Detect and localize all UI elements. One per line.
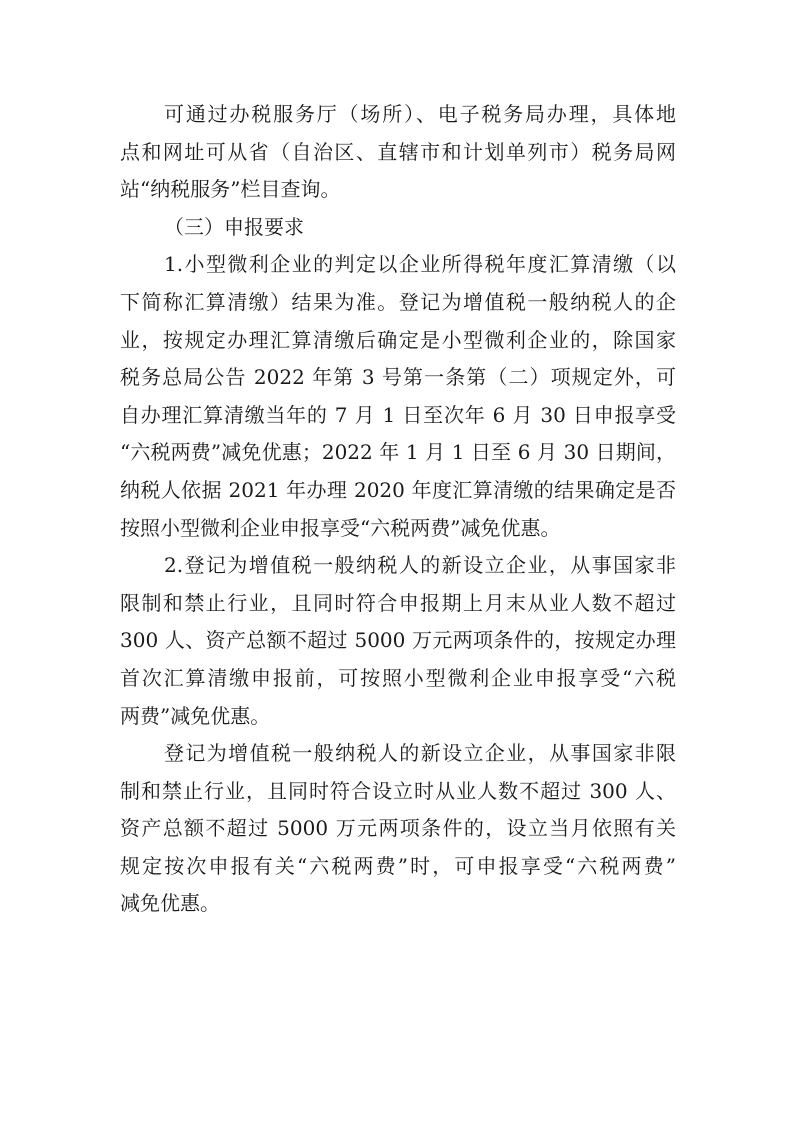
- text-line: 税务总局公告 2022 年第 3 号第一条第（二）项规定外，可: [120, 365, 676, 390]
- text-line: 可通过办税服务厅（场所）、电子税务局办理，具体地: [164, 102, 676, 126]
- text-line: 点和网址可从省（自治区、直辖市和计划单列市）税务局网: [120, 139, 676, 164]
- text-line: 制和禁止行业，且同时符合设立时从业人数不超过 300 人、: [120, 778, 676, 803]
- paragraph-item-2: [120, 547, 676, 735]
- text-line: 2.登记为增值税一般纳税人的新设立企业，从事国家非: [164, 553, 676, 578]
- text-line: 登记为增值税一般纳税人的新设立企业，从事国家非限: [164, 741, 676, 766]
- section-heading: [120, 209, 676, 247]
- text-line: 下简称汇算清缴）结果为准。登记为增值税一般纳税人的企: [120, 289, 676, 314]
- text-line: 两费”减免优惠。: [120, 703, 271, 728]
- text-line: 限制和禁止行业，且同时符合申报期上月末从业人数不超过: [120, 590, 676, 615]
- document-body: [120, 96, 676, 923]
- text-line: 业，按规定办理汇算清缴后确定是小型微利企业的，除国家: [120, 327, 676, 352]
- text-line: 按照小型微利企业申报享受“六税两费”减免优惠。: [120, 515, 561, 540]
- text-line: “六税两费”减免优惠；2022 年 1 月 1 日至 6 月 30 日期间，: [120, 440, 676, 465]
- paragraph-venue: [120, 96, 676, 209]
- text-line: 站“纳税服务”栏目查询。: [120, 177, 341, 202]
- text-line: 1.小型微利企业的判定以企业所得税年度汇算清缴（以: [164, 252, 676, 277]
- text-line: 减免优惠。: [120, 891, 220, 916]
- paragraph-item-1: [120, 246, 676, 547]
- text-line: 300 人、资产总额不超过 5000 万元两项条件的，按规定办理: [120, 628, 676, 653]
- text-line: 首次汇算清缴申报前，可按照小型微利企业申报享受“六税: [120, 665, 676, 690]
- paragraph-item-2-continued: [120, 735, 676, 923]
- text-line: 规定按次申报有关“六税两费”时，可申报享受“六税两费”: [120, 853, 676, 878]
- text-line: 纳税人依据 2021 年办理 2020 年度汇算清缴的结果确定是否: [120, 477, 676, 502]
- text-line: 资产总额不超过 5000 万元两项条件的，设立当月依照有关: [120, 816, 676, 841]
- section-heading-text: （三）申报要求: [164, 214, 304, 239]
- text-line: 自办理汇算清缴当年的 7 月 1 日至次年 6 月 30 日申报享受: [120, 402, 676, 427]
